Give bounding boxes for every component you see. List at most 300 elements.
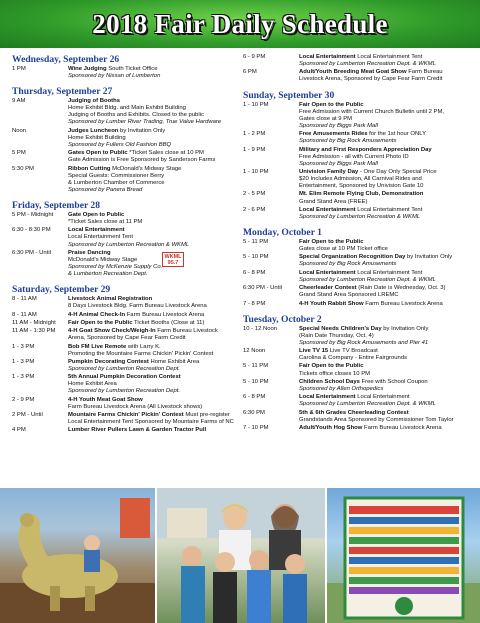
event-line bbox=[68, 135, 234, 142]
day-heading: Friday, September 28 bbox=[12, 199, 101, 211]
event-text: Farm Bureau Livestock Arena (All Livestock shows) bbox=[68, 403, 203, 410]
schedule-event bbox=[243, 379, 473, 393]
event-line bbox=[299, 401, 473, 408]
schedule-event bbox=[12, 250, 234, 278]
event-sponsor: Sponsored by Lumberton Recreation Dept. & WKML bbox=[299, 61, 436, 68]
event-details bbox=[68, 328, 234, 342]
event-time: 2 - 9 PM bbox=[12, 396, 35, 403]
schedule-event bbox=[243, 348, 473, 362]
event-title: 4-H Animal Check-In bbox=[68, 311, 126, 318]
event-line bbox=[299, 102, 473, 109]
photo-dinosaur-ride bbox=[0, 488, 155, 623]
event-title: Judging of Booths bbox=[68, 98, 121, 105]
event-text: Home Exhibit Building bbox=[68, 134, 126, 141]
event-title: Pumpkin Decorating Contest bbox=[68, 358, 149, 365]
day-heading: Saturday, September 29 bbox=[12, 284, 111, 296]
event-sponsor: Sponsored by Panera Bread bbox=[68, 186, 143, 193]
event-line bbox=[299, 161, 473, 168]
schedule-event bbox=[243, 239, 473, 253]
event-details bbox=[299, 270, 473, 284]
event-time: 5 - 11 PM bbox=[243, 363, 269, 370]
event-details bbox=[68, 296, 234, 310]
event-line bbox=[68, 157, 234, 164]
event-line bbox=[299, 183, 473, 190]
schedule-event bbox=[243, 425, 473, 432]
event-sponsor: Sponsored by Lumberton Recreation Dept. & WKML bbox=[299, 401, 436, 408]
event-line bbox=[68, 73, 234, 80]
event-sponsor: Sponsored by Big Rock Amusements bbox=[299, 138, 397, 145]
event-title: Ribbon Cutting bbox=[68, 165, 111, 172]
event-text: McDonald's Midway Stage bbox=[110, 165, 182, 172]
event-line bbox=[68, 212, 234, 219]
event-text: Gate Admission is Free Sponsored by Sanderson Farms bbox=[68, 157, 216, 164]
event-line bbox=[68, 404, 234, 411]
event-line bbox=[299, 371, 473, 378]
event-time: 1 - 3 PM bbox=[12, 374, 35, 381]
event-line bbox=[68, 296, 234, 303]
schedule-event bbox=[12, 227, 234, 248]
event-sponsor: Sponsored by Lumberton Recreation Dept. bbox=[68, 365, 180, 372]
event-line bbox=[299, 191, 473, 198]
event-line bbox=[299, 199, 473, 206]
event-details bbox=[68, 320, 234, 327]
event-details bbox=[299, 169, 473, 190]
event-line bbox=[299, 138, 473, 145]
event-text: Carolina & Company - Entire Fairgrounds bbox=[299, 355, 408, 362]
event-text: Farm Bureau bbox=[406, 69, 443, 76]
schedule-event bbox=[243, 54, 473, 68]
event-details bbox=[299, 425, 473, 432]
event-text: *Ticket Sales close at 11 PM bbox=[68, 219, 143, 226]
event-details bbox=[68, 359, 234, 373]
event-time: Noon bbox=[12, 127, 27, 134]
event-details bbox=[299, 348, 473, 362]
event-text: Entertainment, Sponsored by Univision Gate 10 bbox=[299, 183, 424, 190]
event-line bbox=[68, 303, 234, 310]
event-line bbox=[68, 328, 234, 335]
event-line bbox=[299, 410, 473, 417]
event-details bbox=[68, 66, 234, 80]
event-time: 6:30 - 8:30 PM bbox=[12, 227, 51, 234]
event-line bbox=[299, 169, 473, 176]
event-line bbox=[299, 363, 473, 370]
event-line bbox=[299, 254, 473, 261]
event-details bbox=[68, 128, 234, 149]
event-text: Special Guests: Commissioner Berry bbox=[68, 172, 165, 179]
event-line bbox=[68, 271, 234, 278]
event-line bbox=[299, 154, 473, 161]
event-details bbox=[299, 147, 473, 168]
event-line bbox=[68, 219, 234, 226]
event-time: 1 - 9 PM bbox=[243, 146, 266, 153]
event-title: Special Organization Recognition Day bbox=[299, 254, 406, 261]
schedule-event bbox=[12, 328, 234, 342]
event-text: & Lumberton Chamber of Commerce bbox=[68, 179, 165, 186]
event-title: Univision Family Day bbox=[299, 168, 359, 175]
event-line bbox=[299, 131, 473, 138]
event-text: Home Exhibit Area bbox=[68, 381, 117, 388]
event-time: 5 - 11 PM bbox=[243, 239, 269, 245]
event-time: 6:30 PM - Until bbox=[243, 285, 282, 292]
event-text: by Invitation Only bbox=[405, 254, 453, 261]
event-time: 1 - 3 PM bbox=[12, 343, 35, 350]
event-text: - One Day Only Special Price bbox=[358, 168, 437, 175]
event-text: (Rain Date is Wednesday, Oct. 3) bbox=[356, 285, 446, 292]
event-line bbox=[299, 69, 473, 76]
event-line bbox=[68, 257, 234, 264]
event-details bbox=[68, 98, 234, 126]
event-details bbox=[68, 427, 234, 434]
event-line bbox=[299, 394, 473, 401]
schedule-event bbox=[12, 150, 234, 164]
event-line bbox=[299, 292, 473, 299]
event-details bbox=[68, 397, 234, 411]
event-line bbox=[299, 116, 473, 123]
event-line bbox=[68, 150, 234, 157]
event-title: 4-H Youth Rabbit Show bbox=[299, 300, 364, 307]
event-line bbox=[68, 381, 234, 388]
event-time: 5:30 PM bbox=[12, 165, 34, 172]
event-text: Grand Stand Area Sponsored LREMC bbox=[299, 292, 399, 299]
event-line bbox=[68, 359, 234, 366]
event-sponsor: Sponsored by Lumberton Recreation Dept. & WKML bbox=[299, 276, 436, 283]
schedule-event bbox=[243, 102, 473, 130]
schedule-event bbox=[243, 363, 473, 377]
event-line bbox=[68, 397, 234, 404]
schedule-event bbox=[243, 131, 473, 145]
event-text: Free Admission with Current Church Bulletin until 2 PM, bbox=[299, 108, 445, 115]
event-line bbox=[299, 277, 473, 284]
event-time: 1 - 2 PM bbox=[243, 131, 266, 138]
event-title: Local Entertainment bbox=[299, 206, 356, 213]
schedule-event bbox=[12, 212, 234, 226]
event-line bbox=[299, 425, 473, 432]
event-title: 5th Annual Pumpkin Decoration Contest bbox=[68, 374, 181, 381]
event-details bbox=[68, 150, 234, 164]
event-text: Promoting the Mountaire Farms Chickin' Pickin' Contest bbox=[68, 350, 214, 357]
schedule-event bbox=[243, 394, 473, 408]
event-sponsor: Sponsored by Nissan of Lumberton bbox=[68, 73, 161, 80]
event-time: 5 - 10 PM bbox=[243, 254, 269, 261]
event-time: 11 AM - 1:30 PM bbox=[12, 328, 56, 335]
event-text: South Ticket Office bbox=[106, 66, 158, 72]
schedule-event bbox=[12, 166, 234, 194]
schedule-event bbox=[243, 270, 473, 284]
event-sponsor: Sponsored by Biggs Park Mall bbox=[299, 122, 378, 129]
event-line bbox=[68, 344, 234, 351]
event-line bbox=[68, 112, 234, 119]
event-text: Farm Bureau Livestock Arena bbox=[363, 300, 443, 307]
event-sponsor: & Lumberton Recreation Dept. bbox=[68, 271, 148, 278]
event-text: Local Entertainment Tent bbox=[355, 206, 423, 213]
event-text: Ticket Booths (Close at 11) bbox=[132, 319, 205, 326]
event-text: Grandstands Area Sponsored by Commissioner Tom Taylor bbox=[299, 416, 454, 423]
event-title: Fair Open to the Public bbox=[299, 239, 364, 245]
event-text: 8 Days Livestock Bldg. Farm Bureau Livestock Arena bbox=[68, 303, 207, 310]
day-heading: Thursday, September 27 bbox=[12, 86, 113, 98]
event-time: 2 - 5 PM bbox=[243, 191, 266, 198]
event-text: Local Entertainment Tent bbox=[355, 269, 423, 276]
event-title: Fair Open to the Public bbox=[299, 363, 364, 370]
event-sponsor: Sponsored by McKenzie Supply Co. bbox=[68, 264, 163, 270]
event-text: *Ticket Sales close at 10 PM bbox=[127, 150, 204, 157]
event-sponsor: Sponsored by Lumber River Trading, True Value Hardware bbox=[68, 119, 222, 126]
wkml-logo: WKML 95.7 bbox=[162, 252, 184, 267]
event-line bbox=[68, 320, 234, 327]
event-line bbox=[68, 105, 234, 112]
event-title: Fair Open to the Public bbox=[68, 319, 133, 326]
event-text: Farm Bureau Livestock Arena bbox=[125, 311, 205, 318]
event-time: 8 - 11 AM bbox=[12, 296, 37, 303]
page-title: 2018 Fair Daily Schedule bbox=[92, 8, 388, 39]
event-text: Gates close at 10 PM Ticket office bbox=[299, 246, 388, 253]
event-line bbox=[299, 207, 473, 214]
event-line bbox=[299, 379, 473, 386]
event-time: 5 - 10 PM bbox=[243, 378, 269, 385]
event-title: Mt. Elim Remote Flying Club, Demonstration bbox=[299, 191, 424, 198]
schedule-event bbox=[243, 301, 473, 308]
event-text: Arena, Sponsored by Cape Fear Farm Credit bbox=[68, 335, 186, 342]
event-line bbox=[68, 119, 234, 126]
event-time: 6 PM bbox=[243, 69, 257, 76]
day-heading: Wednesday, September 26 bbox=[12, 54, 120, 65]
event-time: 7 - 8 PM bbox=[243, 300, 266, 307]
event-title: Adult/Youth Hog Show bbox=[299, 424, 363, 431]
schedule-event bbox=[243, 191, 473, 205]
event-text: Must pre-register bbox=[183, 412, 230, 419]
event-line bbox=[68, 227, 234, 234]
photo-family-group bbox=[157, 488, 325, 623]
event-title: Fair Open to the Public bbox=[299, 101, 364, 108]
event-title: Military and First Responders Appreciation Day bbox=[299, 146, 432, 153]
schedule-event bbox=[12, 296, 234, 310]
event-line bbox=[68, 388, 234, 395]
event-details bbox=[299, 326, 473, 347]
event-line bbox=[68, 142, 234, 149]
schedule-event bbox=[12, 374, 234, 395]
event-line bbox=[299, 301, 473, 308]
event-title: Local Entertainment bbox=[299, 269, 356, 276]
event-line bbox=[68, 250, 234, 257]
event-title: Lumber River Pullers Lawn & Garden Tractor Pull bbox=[68, 427, 207, 434]
event-text: Farm Bureau Livestock Arena bbox=[362, 424, 442, 431]
event-line bbox=[299, 214, 473, 221]
event-details bbox=[299, 131, 473, 145]
event-text: Free with School Coupon bbox=[359, 378, 428, 385]
event-title: Children School Days bbox=[299, 378, 360, 385]
event-line bbox=[299, 123, 473, 130]
event-line bbox=[68, 312, 234, 319]
schedule-event bbox=[12, 98, 234, 126]
event-sponsor: Sponsored by Lumberton Recreation & WKML bbox=[299, 213, 421, 220]
event-line bbox=[299, 417, 473, 424]
event-time: 6:30 PM bbox=[243, 409, 265, 416]
event-time: 2 - 6 PM bbox=[243, 206, 266, 213]
event-line bbox=[68, 66, 234, 73]
schedule-event bbox=[243, 326, 473, 347]
event-text: by Invitation Only bbox=[118, 127, 166, 134]
event-title: Judges Luncheon bbox=[68, 127, 119, 134]
event-line bbox=[68, 335, 234, 342]
event-details bbox=[299, 69, 473, 83]
event-line bbox=[299, 246, 473, 253]
event-text: McDonald's Midway Stage bbox=[68, 256, 138, 263]
event-details bbox=[299, 191, 473, 205]
event-time: 8 - 11 AM bbox=[12, 311, 37, 318]
schedule-event bbox=[12, 320, 234, 327]
event-text: by Invitation Only bbox=[381, 325, 429, 332]
event-title: Gates Open to Public bbox=[68, 150, 128, 157]
schedule-column-left bbox=[12, 54, 234, 436]
event-text: Local Entertainment Tent bbox=[68, 234, 134, 241]
event-sponsor: Sponsored by Lumberton Recreation & WKML bbox=[68, 241, 190, 248]
schedule-event bbox=[12, 66, 234, 80]
event-title: Local Entertainment bbox=[299, 394, 356, 401]
event-line bbox=[68, 264, 234, 271]
event-line bbox=[68, 412, 234, 419]
event-line bbox=[68, 187, 234, 194]
event-time: 4 PM bbox=[12, 427, 26, 434]
event-line bbox=[68, 128, 234, 135]
event-time: 5 PM bbox=[12, 150, 26, 157]
event-details bbox=[299, 394, 473, 408]
event-line bbox=[299, 76, 473, 83]
schedule-event bbox=[12, 359, 234, 373]
schedule-event bbox=[12, 128, 234, 149]
schedule-event bbox=[243, 410, 473, 424]
event-time: 6 - 8 PM bbox=[243, 269, 266, 276]
event-time: 6:30 PM - Until bbox=[12, 249, 51, 256]
event-title: Gate Open to Public bbox=[68, 211, 125, 218]
event-details bbox=[68, 166, 234, 194]
event-details bbox=[299, 285, 473, 299]
event-text: Livestock Arena, Sponsored by Cape Fear Farm Credit bbox=[299, 76, 443, 83]
event-time: 5 PM - Midnight bbox=[12, 211, 54, 218]
event-text: Gates close at 9 PM bbox=[299, 115, 353, 122]
event-details bbox=[299, 363, 473, 377]
schedule-event bbox=[12, 412, 234, 426]
day-heading: Sunday, September 30 bbox=[243, 89, 335, 101]
event-details bbox=[68, 212, 234, 226]
event-line bbox=[68, 374, 234, 381]
event-title: Wine Judging bbox=[68, 66, 107, 72]
event-line bbox=[299, 355, 473, 362]
event-sponsor: Sponsored by Fullers Old Fashion BBQ bbox=[68, 141, 172, 148]
photo-strip bbox=[0, 488, 480, 623]
event-title: 4-H Youth Meat Goat Show bbox=[68, 396, 143, 403]
event-title: 5th & 6th Grades Cheerleading Contest bbox=[299, 409, 409, 416]
event-line bbox=[68, 419, 234, 426]
event-title: Free Amusements Rides bbox=[299, 131, 368, 138]
event-time: 1 - 3 PM bbox=[12, 358, 35, 365]
event-details bbox=[68, 312, 234, 319]
schedule-event bbox=[12, 344, 234, 358]
event-text: Free Admission - all with Current Photo ID bbox=[299, 153, 409, 160]
event-time: 1 PM bbox=[12, 66, 26, 72]
event-title: Local Entertainment bbox=[299, 54, 356, 60]
schedule-event bbox=[243, 147, 473, 168]
schedule-event bbox=[243, 254, 473, 268]
event-text: for the 1st hour ONLY bbox=[367, 131, 427, 138]
schedule-event bbox=[12, 427, 234, 434]
schedule-event bbox=[12, 397, 234, 411]
event-line bbox=[68, 366, 234, 373]
photo-fair-directional-sign bbox=[327, 488, 480, 623]
day-heading: Monday, October 1 bbox=[243, 227, 322, 238]
event-details bbox=[299, 54, 473, 68]
event-details bbox=[68, 374, 234, 395]
event-line bbox=[299, 54, 473, 61]
event-title: 4-H Goat Show Check/Weigh-In bbox=[68, 328, 156, 335]
event-sponsor: Sponsored by Big Rock Amusements and Pier 41 bbox=[299, 339, 429, 346]
event-line bbox=[299, 176, 473, 183]
event-sponsor: Sponsored by Allen Orthopedics bbox=[299, 385, 384, 392]
event-title: Local Entertainment bbox=[68, 227, 125, 234]
header-banner bbox=[0, 0, 480, 48]
event-time: 1 - 10 PM bbox=[243, 168, 269, 175]
schedule-event bbox=[243, 207, 473, 221]
event-line bbox=[299, 261, 473, 268]
event-text: Live TV Broadcast bbox=[328, 348, 378, 355]
event-text: $20 Includes Admission, All Carnival Rides and bbox=[299, 176, 422, 183]
event-time: 9 AM bbox=[12, 98, 26, 105]
event-title: Mountaire Farms Chickin' Pickin' Contest bbox=[68, 412, 184, 419]
event-line bbox=[299, 333, 473, 340]
event-time: 7 - 10 PM bbox=[243, 424, 269, 431]
event-time: 2 PM - Until bbox=[12, 412, 43, 419]
event-line bbox=[299, 109, 473, 116]
event-line bbox=[68, 166, 234, 173]
event-line bbox=[299, 239, 473, 246]
event-text: Tickets office closes 10 PM bbox=[299, 370, 371, 377]
event-line bbox=[68, 180, 234, 187]
event-time: 12 Noon bbox=[243, 348, 266, 355]
event-line bbox=[68, 98, 234, 105]
event-details bbox=[299, 239, 473, 253]
event-details bbox=[68, 250, 234, 278]
event-line bbox=[68, 234, 234, 241]
schedule-event bbox=[12, 312, 234, 319]
schedule-event bbox=[243, 169, 473, 190]
event-text: Farm Bureau Livestock bbox=[155, 328, 218, 335]
event-sponsor: Sponsored by Big Rock Amusements bbox=[299, 261, 397, 268]
day-heading: Tuesday, October 2 bbox=[243, 313, 322, 325]
event-line bbox=[68, 242, 234, 249]
event-text: Judging of Booths and Exhibits. Closed to the public bbox=[68, 112, 204, 119]
event-time: 6 - 8 PM bbox=[243, 394, 266, 401]
event-title: Special Needs Children's Day bbox=[299, 325, 382, 332]
event-title: Adult/Youth Breeding Meat Goat Show bbox=[299, 69, 407, 76]
event-line bbox=[68, 173, 234, 180]
event-line bbox=[299, 61, 473, 68]
event-details bbox=[299, 410, 473, 424]
schedule-event bbox=[243, 69, 473, 83]
event-details bbox=[299, 102, 473, 130]
event-details bbox=[299, 207, 473, 221]
event-sponsor: Sponsored by Lumberton Recreation Dept. bbox=[68, 388, 180, 395]
event-text: Local Entertainment Tent Sponsored by Mountaire Farms of NC bbox=[68, 419, 234, 426]
schedule-event bbox=[243, 285, 473, 299]
event-time: 1 - 10 PM bbox=[243, 101, 269, 108]
schedule-column-right bbox=[243, 54, 473, 433]
event-time: 10 - 12 Noon bbox=[243, 325, 278, 332]
event-sponsor: Sponsored by Biggs Park Mall bbox=[299, 160, 378, 167]
event-line bbox=[299, 340, 473, 347]
event-line bbox=[299, 270, 473, 277]
event-time: 11 AM - Midnight bbox=[12, 319, 56, 326]
event-line bbox=[68, 351, 234, 358]
event-time: 6 - 9 PM bbox=[243, 54, 266, 60]
